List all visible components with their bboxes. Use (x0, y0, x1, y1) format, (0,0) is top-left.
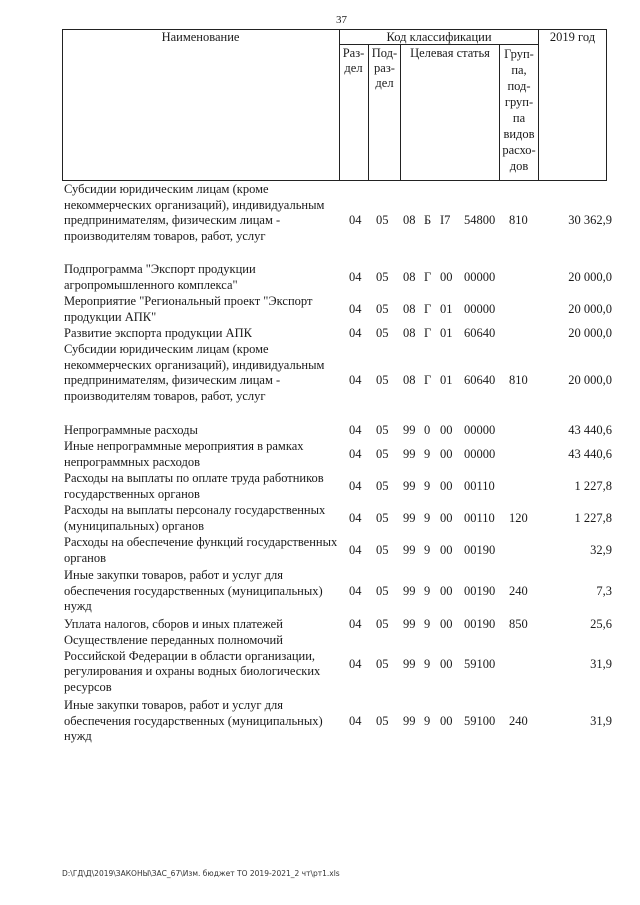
header-podrazdel: Под- раз- дел (371, 46, 398, 90)
row-name: Иные непрограммные мероприятия в рамках непрограммных расходов (64, 439, 304, 469)
row-name: Расходы на обеспечение функций государственных органов (64, 535, 338, 565)
page-number: 37 (336, 14, 347, 26)
row-name: Иные закупки товаров, работ и услуг для обеспечения государственных (муниципальных) нужд (64, 698, 323, 744)
header-year: 2019 год (549, 30, 596, 44)
row-name: Субсидии юридическим лицам (кроме некоммерческих организаций), индивидуальным предпринимателям, физическим лицам - производителям товаров, работ, услуг (64, 182, 325, 243)
header-code-classification: Код классификации (386, 30, 492, 44)
row-name: Развитие экспорта продукции АПК (64, 326, 252, 340)
row-name: Расходы на выплаты по оплате труда работников государственных органов (64, 471, 324, 501)
row-name: Мероприятие "Региональный проект "Экспорт продукции АПК" (64, 294, 313, 324)
header-razdel: Раз- дел (342, 46, 365, 75)
header-expense-group: Груп- па, под- груп- па видов расхо- дов (502, 47, 536, 173)
header-target-article: Целевая статья (410, 46, 490, 60)
row-name: Иные закупки товаров, работ и услуг для обеспечения государственных (муниципальных) нужд (64, 568, 323, 614)
row-name: Субсидии юридическим лицам (кроме некоммерческих организаций), индивидуальным предпринимателям, физическим лицам - производителям товаров, работ, услуг (64, 342, 325, 403)
row-name: Подпрограмма "Экспорт продукции агропромышленного комплекса" (64, 262, 256, 292)
file-path-footer: D:\ГД\Д\2019\ЗАКОНЫ\ЗАС_67\Изм. бюджет ТО 2019-2021_2 чт\рт1.xls (62, 869, 340, 878)
row-name: Расходы на выплаты персоналу государственных (муниципальных) органов (64, 503, 326, 533)
row-name: Осуществление переданных полномочий Российской Федерации в области организации, регулирования и охраны водных биологических ресурсов (64, 633, 321, 694)
row-name: Непрограммные расходы (64, 423, 198, 437)
table-header (0, 0, 640, 180)
header-name: Наименование (161, 30, 240, 44)
row-name: Уплата налогов, сборов и иных платежей (64, 617, 283, 631)
